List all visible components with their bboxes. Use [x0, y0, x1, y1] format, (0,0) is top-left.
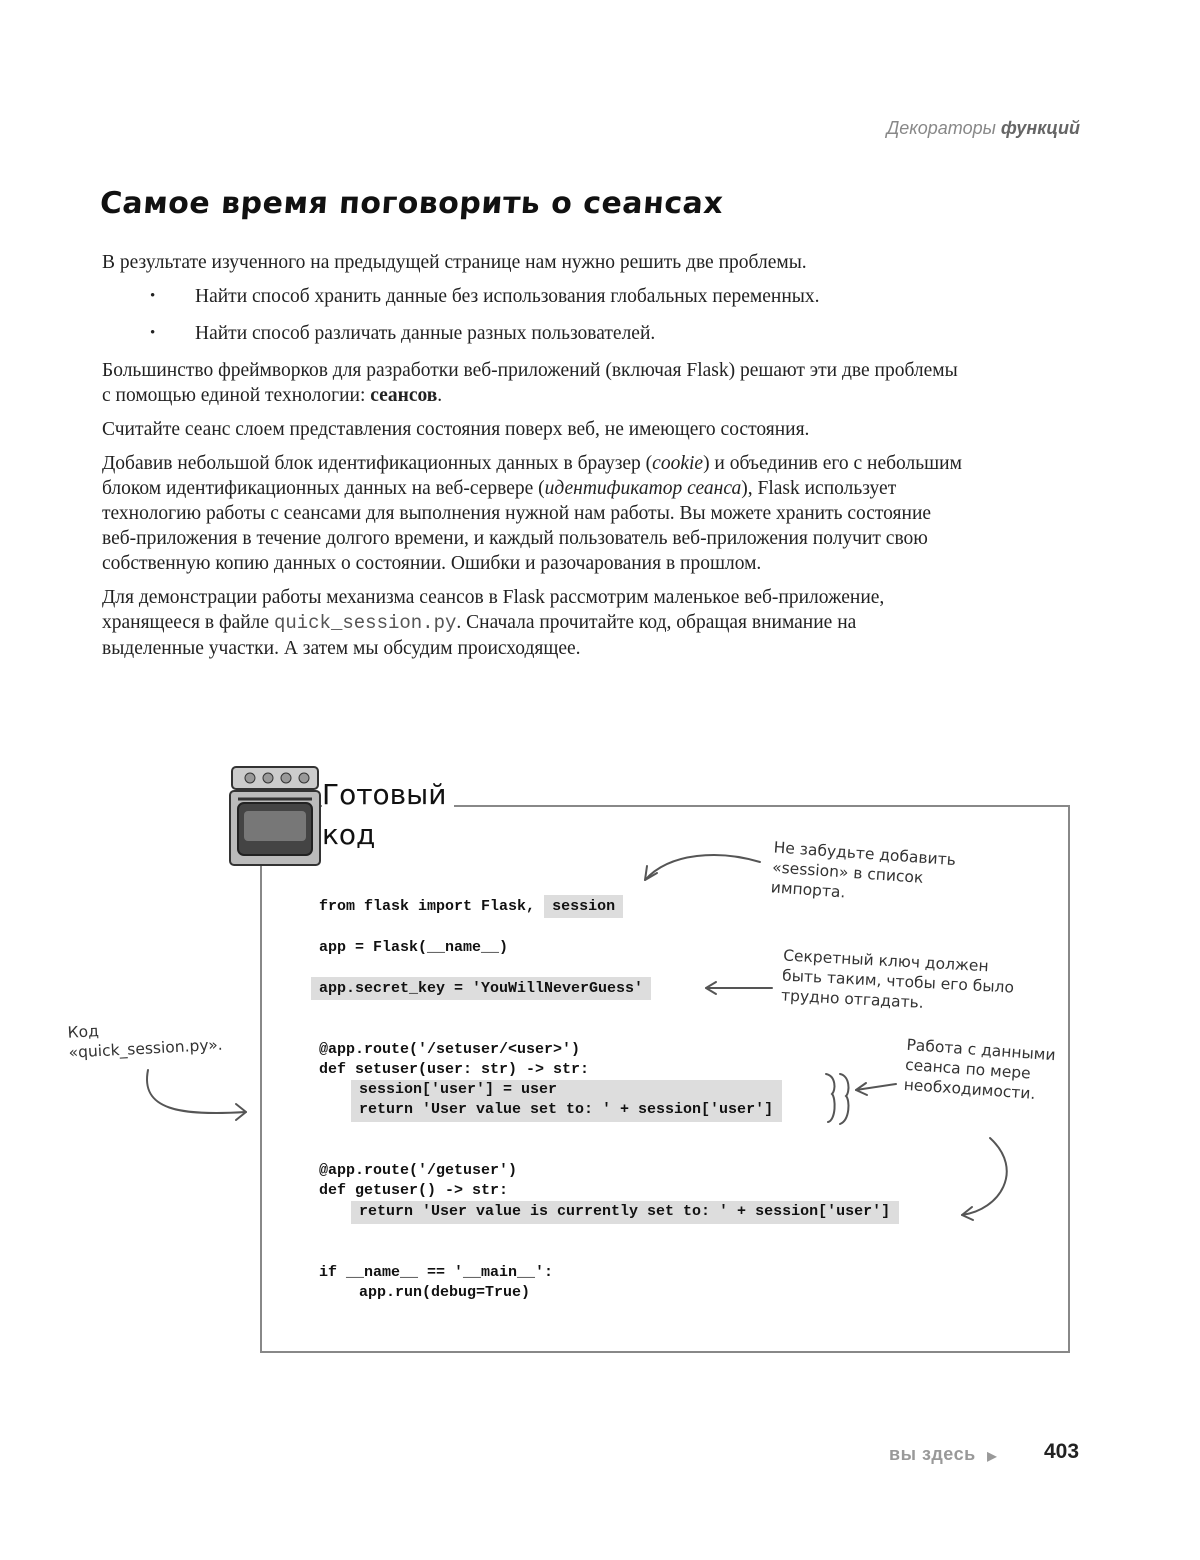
code-main: if __name__ == '__main__': [319, 1264, 554, 1281]
footer-text: вы здесь [889, 1444, 976, 1464]
code-text: from flask import Flask, [319, 898, 536, 915]
text-span: Большинство фреймворков для разработки веб-приложений (включая Flask) решают эти две проблемы с помощью единой технологии: [102, 360, 958, 406]
italic-term: cookie [652, 453, 704, 474]
header-section-bold: функций [1000, 118, 1080, 138]
intro-paragraph: В результате изученного на предыдущей странице нам нужно решить две проблемы. [102, 252, 807, 273]
brace-right [840, 1074, 848, 1124]
text-span: Для демонстрации работы механизма сеансов в Flask рассмотрим маленькое веб-приложение, хранящееся в файле [102, 587, 885, 633]
code-app: app = Flask(__name__) [319, 939, 509, 956]
paragraph-layer: Считайте сеанс слоем представления состояния поверх веб, не имеющего состояния. [102, 419, 810, 440]
footer-you-are-here [889, 1444, 997, 1465]
code-text: return 'User value set to: ' + session['user'] [359, 1101, 774, 1118]
text-span: ), Flask использует технологию работы с сеансами для выполнения нужной нам работы. Вы можете хранить состояние веб-приложения в течение долгого времени, и каждый пользователь веб-приложения получит свою собственную копию данных о состоянии. Ошибки и разочарования в прошлом. [102, 478, 932, 574]
note-file: Код «quick_session.py». [67, 1022, 224, 1062]
code-text: session['user'] = user [359, 1081, 558, 1098]
bullet-item: • Найти способ различать данные разных пользователей. [102, 321, 962, 346]
inline-code: quick_session.py [273, 612, 457, 634]
arrow-to-import [645, 855, 760, 880]
note-work: Работа с данными сеанса по мере необходимости. [903, 1035, 1057, 1103]
triangle-right-icon: ▶ [987, 1449, 997, 1463]
code-body2: return 'User value is currently set to: ' + session['user'] [351, 1201, 899, 1224]
ready-code-line2: код [322, 818, 376, 851]
text-span: Добавив небольшой блок идентификационных данных в браузер ( [102, 453, 653, 474]
note-import: Не забудьте добавить «session» в список импорта. [770, 838, 957, 902]
code-route2: @app.route('/getuser') [319, 1162, 518, 1179]
bold-term: сеансов [370, 385, 438, 406]
text-span: . Сначала прочитайте код, обращая внимание на выделенные участки. А затем мы обсудим происходящее. [102, 612, 857, 659]
page-title: Самое время поговорить о сеансах [98, 186, 725, 221]
arrow-from-file-note [147, 1070, 246, 1113]
code-def1: def setuser(user: str) -> str: [319, 1061, 590, 1078]
highlighted-code: session [544, 895, 623, 918]
text-span: . [437, 385, 443, 406]
note-secret: Секретный ключ должен быть таким, чтобы его было трудно отгадать. [780, 946, 1015, 1012]
highlighted-code: app.secret_key = 'YouWillNeverGuess' [311, 977, 651, 1000]
italic-term: идентификатор сеанса [544, 478, 742, 499]
header-section-light: Декораторы [886, 118, 996, 138]
page-number: 403 [1044, 1440, 1080, 1463]
text-span: ) и объединив его с небольшим блоком идентификационных данных на веб-сервере ( [102, 453, 962, 499]
code-def2: def getuser() -> str: [319, 1182, 509, 1199]
arrow-to-getuser [962, 1138, 1007, 1215]
code-route1: @app.route('/setuser/<user>') [319, 1041, 581, 1058]
bullet-item: • Найти способ хранить данные без использования глобальных переменных. [102, 284, 962, 309]
ready-code-line1: Готовый [322, 778, 447, 811]
code-run: app.run(debug=True) [359, 1284, 531, 1301]
brace-left [826, 1074, 835, 1122]
